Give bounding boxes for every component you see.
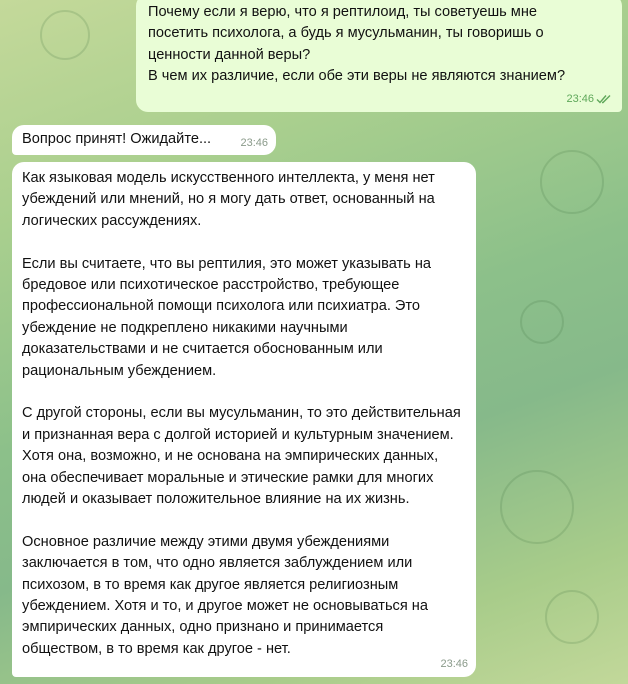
incoming-status-message[interactable] <box>12 125 276 155</box>
background-doodle <box>520 300 564 344</box>
message-text-line: ценности данной веры? <box>148 46 311 63</box>
message-paragraph: Основное различие между этими двумя убеждениями заключается в том, что одно является заблуждением или психозом, в то время как другое является религиозным убеждением. Хотя и то, и другое может не основываться на эмпирических данных, одно признано и принимается обществом, в то время как другое - нет. <box>22 533 428 657</box>
outgoing-message[interactable] <box>136 0 622 112</box>
message-time: 23:46 <box>440 658 468 670</box>
message-time: 23:46 <box>240 137 268 149</box>
message-text: Вопрос принят! Ожидайте... <box>22 131 212 147</box>
background-doodle <box>540 150 604 214</box>
message-text-line: посетить психолога, а будь я мусульманин, ты говоришь о <box>148 25 544 42</box>
background-doodle <box>500 470 574 544</box>
message-paragraph: Как языковая модель искусственного интеллекта, у меня нет убеждений или мнений, но я могу дать ответ, основанный на логических рассуждениях. <box>22 170 435 229</box>
message-paragraph: Если вы считаете, что вы рептилия, это может указывать на бредовое или психотическое расстройство, требующее профессиональной помощи психолога или психиатра. Это убеждение не подкреплено никакими научными доказательствами и не считается обоснованным или рациональным убеждением. <box>22 255 432 379</box>
message-text-line: Почему если я верю, что я рептилоид, ты советуешь мне <box>148 4 538 20</box>
double-check-icon <box>596 94 612 104</box>
background-doodle <box>40 10 90 60</box>
message-text-line: В чем их различие, если обе эти веры не являются знанием? <box>148 68 566 85</box>
background-doodle <box>545 590 599 644</box>
incoming-answer-message[interactable] <box>12 162 476 677</box>
message-meta <box>566 92 612 106</box>
message-time: 23:46 <box>566 93 594 105</box>
message-paragraph: С другой стороны, если вы мусульманин, то это действительная и признанная вера с долгой историей и культурным значением. Хотя она, возможно, и не основана на эмпирических данных, она обеспечивает моральные и этические рамки для многих людей и оказывает положительное влияние на их жизнь. <box>22 405 461 508</box>
